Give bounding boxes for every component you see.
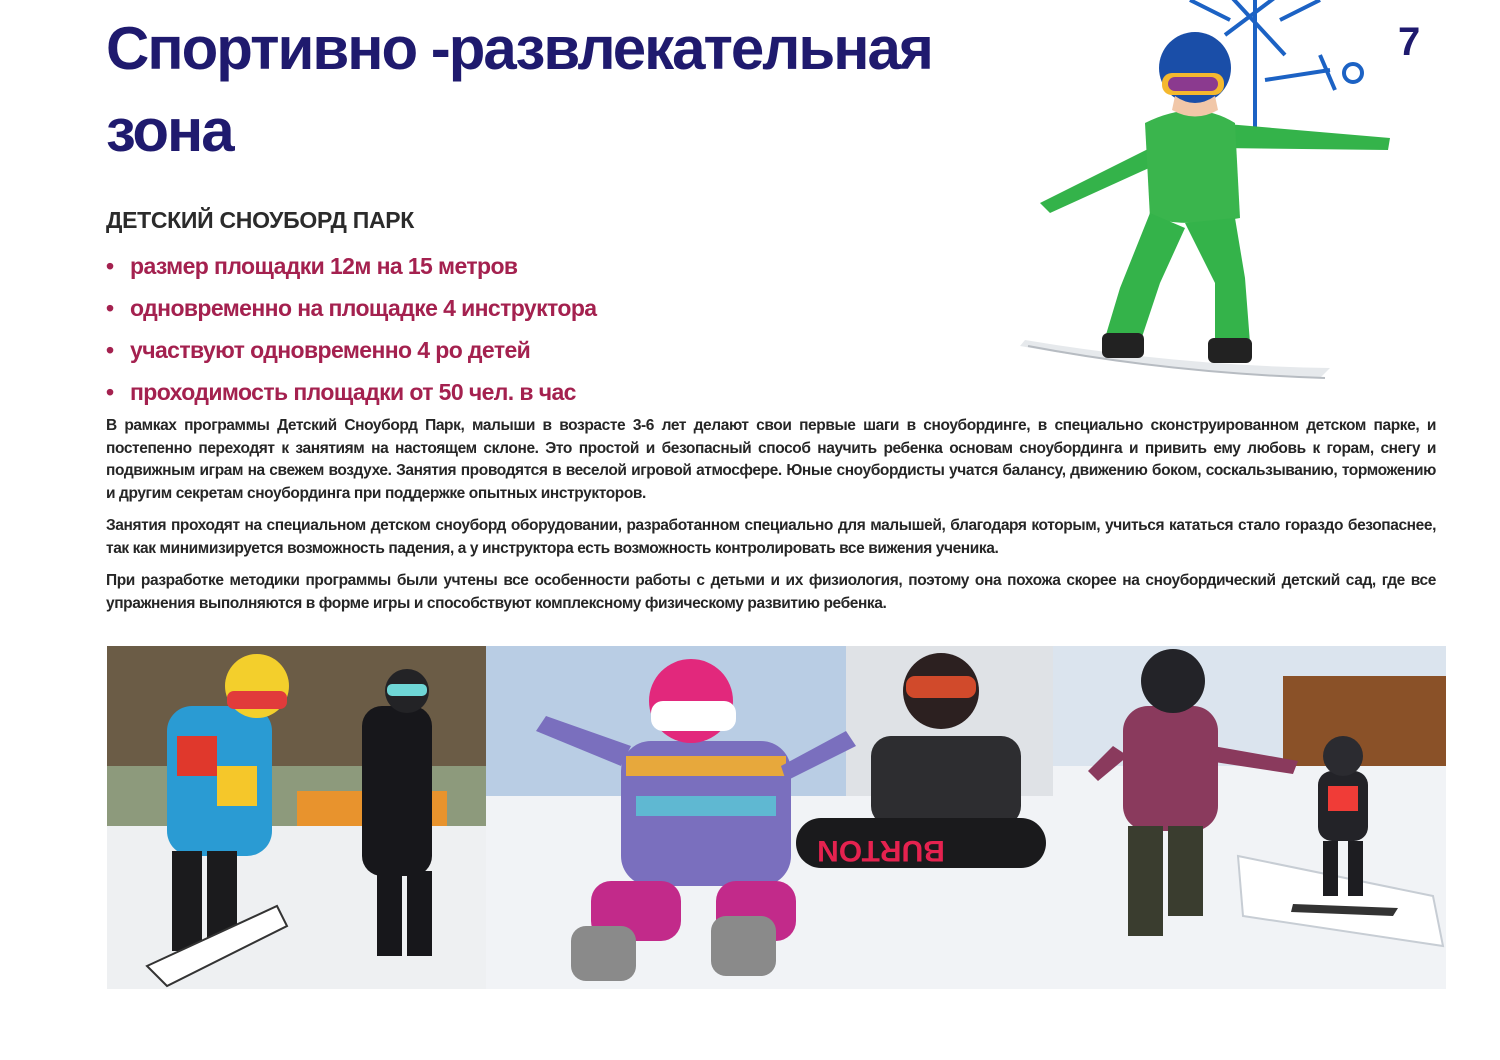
list-item: • участвуют одновременно 4 ро детей (106, 337, 531, 363)
photo-strip (107, 646, 1446, 989)
title-line-2: зона (106, 97, 233, 164)
page-title (106, 8, 1006, 172)
list-item: • размер площадки 12м на 15 метров (106, 253, 518, 279)
photo-child-with-instructor (107, 646, 486, 989)
paragraph: Занятия проходят на специальном детском сноуборд оборудовании, разработанном специально для малышей, благодаря которым, учиться кататься стало гораздо безопаснее, так как минимизируется возможность падения, а у инструктора есть возможность контролировать все вижения ученика. (106, 517, 1436, 557)
snowboarder-hero-image (1010, 28, 1430, 398)
description (106, 415, 1436, 625)
list-item: • проходимость площадки от 50 чел. в час (106, 379, 576, 405)
paragraph: При разработке методики программы были учтены все особенности работы с детьми и их физиология, поэтому она похожа скорее на сноубордический детский сад, где все упражнения выполняются в форме игры и способствуют комплексному физическому развитию ребенка. (106, 572, 1436, 612)
feature-list (106, 248, 596, 416)
page-number: 7 (1398, 20, 1421, 64)
title-line-1: Спортивно -развлекательная (106, 15, 932, 82)
paragraph: В рамках программы Детский Сноуборд Парк, малыши в возрасте 3-6 лет делают свои первые шаги в сноубординге, в специально сконструированном детском парке, и постепенно переходят к занятиям на настоящем склоне. Это простой и безопасный способ научить ребенка основам сноубординга и привить ему любовь к горам, снегу и подвижным играм на свежем воздухе. Занятия проводятся в веселой игровой атмосфере. Юные сноубордисты учатся балансу, движению боком, соскальзыванию, торможению и другим секретам сноубординга при поддержке опытных инструкторов. (106, 417, 1436, 502)
photo-instructor-holding-child (1053, 646, 1446, 989)
board-brand-text: BURTON (817, 834, 945, 867)
list-item: • одновременно на площадке 4 инструктора (106, 295, 597, 321)
photo-children-sitting (486, 646, 1053, 989)
section-heading: ДЕТСКИЙ СНОУБОРД ПАРК (106, 207, 415, 233)
